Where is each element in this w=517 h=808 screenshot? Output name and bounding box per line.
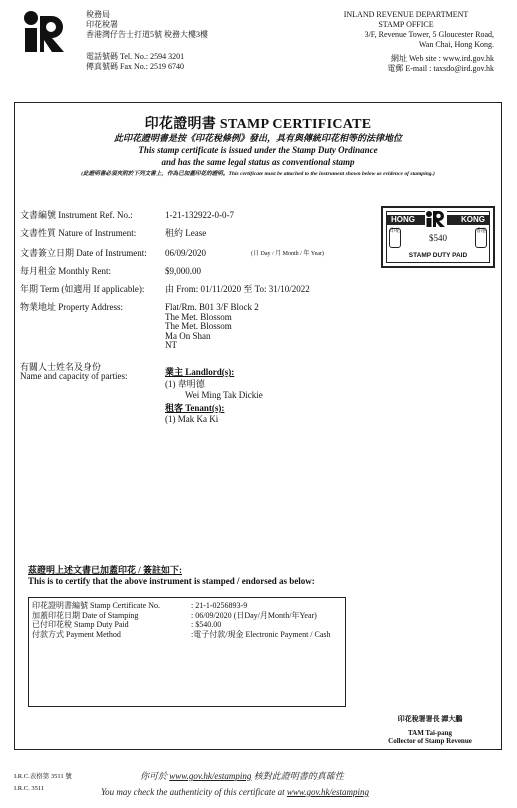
verify-cn-post: 核對此證明書的真確性 [251, 771, 344, 781]
address-line: Ma On Shan [165, 330, 211, 341]
rent-label: 每月租金 Monthly Rent: [20, 266, 112, 276]
address-line: Flat/Rm. B01 3/F Block 2 [165, 302, 259, 312]
landlord-heading: 業主 Landlord(s): [165, 367, 235, 377]
verify-cn-pre: 你可於 [140, 771, 170, 781]
certificate-subtitle-en: This stamp certificate is issued under the Stamp Duty Ordinance [138, 145, 378, 155]
stamp-chop-right: 香港 [475, 228, 487, 248]
stamp-amount: $540 [429, 233, 447, 243]
box-label: 印花證明書編號 Stamp Certificate No. [32, 601, 160, 610]
landlord-name-cn: (1) 韋明德 [165, 379, 205, 389]
form-number [14, 772, 72, 793]
box-value: : 21-1-0256893-9 [191, 601, 248, 610]
term-value: 由 From: 01/11/2020 至 To: 31/10/2022 [165, 284, 310, 294]
header-right [318, 10, 494, 74]
box-value: : 06/09/2020 (日Day/月Month/年Year) [191, 610, 317, 620]
stamp-label: STAMP DUTY PAID [408, 252, 468, 259]
header-dept: INLAND REVENUE DEPARTMENT [343, 10, 469, 19]
nature-value: 租約 Lease [165, 228, 207, 238]
header-left-line: 稅務局 [86, 10, 110, 19]
date-label: 文書簽立日期 Date of Instrument: [20, 248, 147, 258]
address-line: The Met. Blossom [165, 321, 232, 332]
rent-value: $9,000.00 [165, 266, 201, 276]
date-value: 06/09/2020 [165, 248, 207, 258]
ird-logo [22, 10, 66, 54]
parties-label-cn: 有關人士姓名及身份 [20, 362, 102, 372]
header-email[interactable]: 電郵 E-mail : taxsdo@ird.gov.hk [387, 64, 494, 73]
header-website[interactable]: 網址 Web site : www.ird.gov.hk [391, 54, 494, 63]
stamp-chop-left: 印花 [389, 228, 401, 248]
date-format: (日 Day / 月 Month / 年 Year) [251, 251, 324, 257]
collector-name: TAM Tai-pang [407, 729, 453, 737]
form-number-cn: I.R.C.表格第 3511 號 [14, 773, 72, 780]
verify-en-pre: You may check the authenticity of this certificate at [101, 787, 287, 797]
tenant-heading: 租客 Tenant(s): [165, 403, 225, 413]
box-label: 付款方式 Payment Method [32, 629, 121, 639]
stamp-ird-logo [425, 210, 447, 228]
certify-en: This is to certify that the above instrument is stamped / endorsed as below: [28, 576, 315, 586]
ref-value: 1-21-132922-0-0-7 [165, 210, 234, 220]
term-label: 年期 Term (如適用 If applicable): [20, 284, 145, 294]
address-line: The Met. Blossom [165, 311, 232, 322]
header-left-line: 香港灣仔告士打道5號 稅務大樓3樓 [86, 30, 208, 39]
parties-label-en: Name and capacity of parties: [20, 371, 128, 381]
nature-label: 文書性質 Nature of Instrument: [20, 228, 137, 238]
header-fax: 傳真號碼 Fax No.: 2519 6740 [86, 62, 184, 71]
verify-link[interactable]: www.gov.hk/estamping [169, 771, 252, 781]
stamp-duty-paid-seal [381, 206, 495, 268]
ref-label: 文書編號 Instrument Ref. No.: [20, 210, 133, 220]
certificate-subtitle-en: and has the same legal status as conventional stamp [161, 157, 355, 167]
address-line: NT [165, 340, 177, 351]
header-tel: 電話號碼 Tel. No.: 2594 3201 [86, 52, 185, 61]
certify-cn: 茲證明上述文書已加蓋印花 / 簽註如下: [28, 565, 182, 575]
stamp-hong: HONG [391, 215, 415, 224]
collector-title-cn: 印花稅署署長 譚大鵬 [397, 715, 463, 723]
header-office: STAMP OFFICE [378, 20, 434, 29]
header-left-line: 印花稅署 [86, 20, 118, 29]
header-address: 3/F, Revenue Tower, 5 Gloucester Road, [364, 30, 494, 39]
address-block [165, 303, 259, 351]
form-number-en: I.R.C. 3511 [14, 785, 45, 792]
parties-label [20, 363, 127, 381]
stamping-details-box [28, 597, 346, 707]
verify-en [101, 787, 369, 798]
tenant-name: (1) Mak Ka Ki [165, 414, 219, 424]
address-label: 物業地址 Property Address: [20, 302, 123, 312]
certificate-title: 印花證明書 STAMP CERTIFICATE [144, 117, 372, 132]
box-label: 加蓋印花日期 Date of Stamping [32, 610, 139, 620]
verify-link[interactable]: www.gov.hk/estamping [286, 787, 370, 797]
header-address: Wan Chai, Hong Kong. [418, 40, 494, 49]
box-label: 已付印花稅 Stamp Duty Paid [32, 620, 129, 629]
box-value: :電子付款/現金 Electronic Payment / Cash [191, 629, 331, 639]
landlord-name-en: Wei Ming Tak Dickie [185, 390, 263, 400]
stamp-kong: KONG [461, 215, 485, 224]
collector-title-en: Collector of Stamp Revenue [388, 737, 472, 745]
certificate-note: (此證明書必須夾附於下列文書上，作為已加蓋印花的證明。This certificate must be attached to the instrument shown below as evidence of stamping.) [81, 171, 435, 177]
verify-cn [140, 771, 344, 782]
collector-block [360, 714, 500, 745]
header-left [86, 10, 208, 72]
certificate-subtitle-cn: 此印花證明書是按《印花稅條例》發出，具有與傳統印花相等的法律地位 [113, 133, 402, 143]
box-value: : $540.00 [191, 620, 222, 629]
